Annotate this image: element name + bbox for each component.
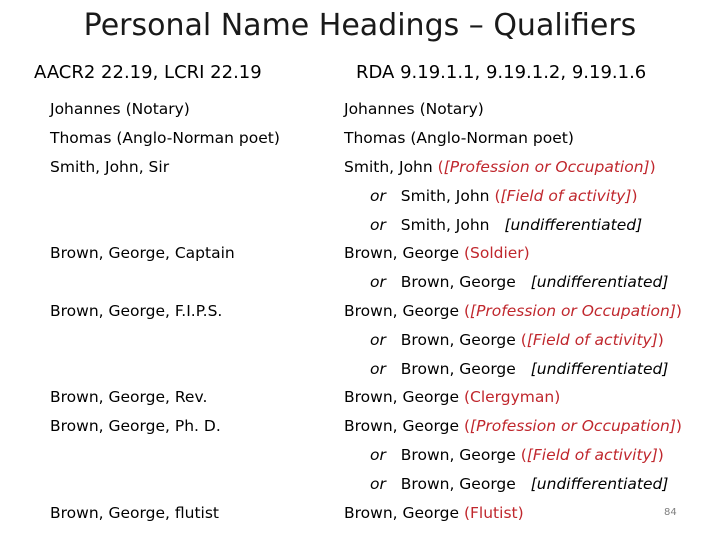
rda-heading-6 <box>344 244 530 262</box>
aacr2-heading-3: Smith, John, Sir <box>50 158 170 176</box>
or-label: or <box>370 475 386 493</box>
rda-name: Brown, George <box>400 273 516 291</box>
rda-name: Brown, George <box>344 417 460 435</box>
rda-name: Brown, George <box>344 388 460 406</box>
rda-heading-8 <box>344 302 682 320</box>
rda-qualifier-paren: ) <box>657 331 664 349</box>
rda-qualifier-paren: ) <box>631 187 638 205</box>
rda-name: Brown, George <box>344 244 460 262</box>
slide-title: Personal Name Headings – Qualifiers <box>83 8 637 43</box>
rda-heading-1: Johannes (Notary) <box>344 100 484 118</box>
rda-qualifier-paren: ( <box>520 331 527 349</box>
aacr2-heading-2: Thomas (Anglo-Norman poet) <box>50 129 280 147</box>
rda-name: Brown, George <box>344 302 460 320</box>
rda-name: Brown, George <box>400 475 516 493</box>
rda-qualifier-undifferentiated: [undifferentiated] <box>530 360 669 378</box>
rda-qualifier-paren: ( <box>494 187 501 205</box>
rda-qualifier: [Field of activity] <box>500 187 632 205</box>
aacr2-heading-6: Brown, George, Rev. <box>50 388 208 406</box>
rda-qualifier-paren: ) <box>657 446 664 464</box>
rda-heading-4 <box>370 187 638 205</box>
rda-qualifier-paren: ) <box>675 302 682 320</box>
rda-heading-14 <box>370 475 668 493</box>
rda-qualifier: [Profession or Occupation] <box>470 417 676 435</box>
rda-qualifier: [Profession or Occupation] <box>470 302 676 320</box>
aacr2-heading-5: Brown, George, F.I.P.S. <box>50 302 223 320</box>
rda-heading-3 <box>344 158 656 176</box>
rda-name: Smith, John <box>400 187 490 205</box>
rda-qualifier-paren: ) <box>649 158 656 176</box>
rda-heading-12 <box>344 417 682 435</box>
rda-heading-5 <box>370 216 642 234</box>
rda-heading-10 <box>370 360 668 378</box>
rda-qualifier-paren: ( <box>520 446 527 464</box>
rda-name: Smith, John <box>400 216 490 234</box>
rda-qualifier: Flutist <box>470 504 518 522</box>
rda-heading-11 <box>344 388 560 406</box>
rda-qualifier-undifferentiated: [undifferentiated] <box>504 216 643 234</box>
rda-qualifier: (Soldier) <box>463 244 530 262</box>
rda-heading-9 <box>370 331 664 349</box>
rda-name: Brown, George <box>400 446 516 464</box>
aacr2-heading-7: Brown, George, Ph. D. <box>50 417 221 435</box>
right-column-header: RDA 9.19.1.1, 9.19.1.2, 9.19.1.6 <box>356 62 647 83</box>
or-label: or <box>370 331 386 349</box>
rda-heading-7 <box>370 273 668 291</box>
rda-qualifier-paren: ) <box>517 504 524 522</box>
aacr2-heading-8: Brown, George, flutist <box>50 504 219 522</box>
rda-name: Brown, George <box>400 331 516 349</box>
left-column-header: AACR2 22.19, LCRI 22.19 <box>34 62 262 83</box>
rda-qualifier-paren: ) <box>675 417 682 435</box>
or-label: or <box>370 187 386 205</box>
rda-qualifier: (Clergyman) <box>463 388 561 406</box>
or-label: or <box>370 446 386 464</box>
aacr2-heading-1: Johannes (Notary) <box>50 100 190 118</box>
or-label: or <box>370 273 386 291</box>
rda-name: Brown, George <box>400 360 516 378</box>
rda-qualifier: [Profession or Occupation] <box>443 158 650 176</box>
rda-qualifier-undifferentiated: [undifferentiated] <box>530 475 669 493</box>
aacr2-heading-4: Brown, George, Captain <box>50 244 235 262</box>
rda-heading-2: Thomas (Anglo-Norman poet) <box>344 129 574 147</box>
page-number: 84 <box>664 507 677 518</box>
rda-qualifier-undifferentiated: [undifferentiated] <box>530 273 669 291</box>
rda-qualifier-paren: ( <box>437 158 444 176</box>
rda-heading-15 <box>344 504 524 522</box>
or-label: or <box>370 360 386 378</box>
rda-qualifier-paren: ( <box>463 302 471 320</box>
rda-qualifier: [Field of activity] <box>526 331 658 349</box>
rda-qualifier-paren: ( <box>463 504 471 522</box>
or-label: or <box>370 216 386 234</box>
rda-name: Smith, John <box>344 158 433 176</box>
rda-qualifier-paren: ( <box>463 417 471 435</box>
rda-name: Brown, George <box>344 504 460 522</box>
rda-heading-13 <box>370 446 664 464</box>
rda-qualifier: [Field of activity] <box>526 446 658 464</box>
